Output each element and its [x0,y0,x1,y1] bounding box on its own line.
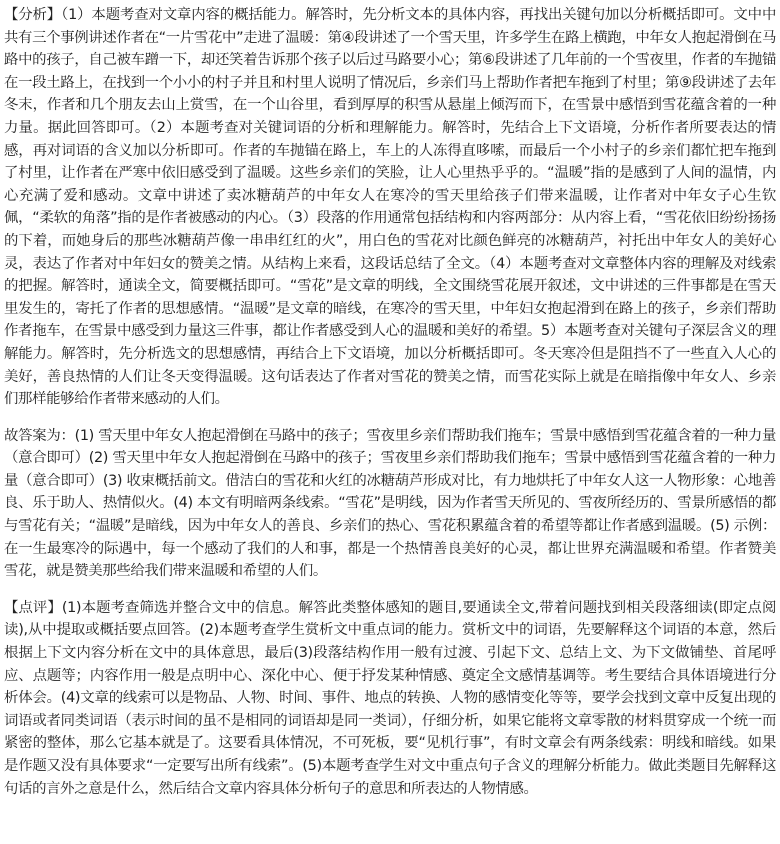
comment-paragraph: 【点评】(1)本题考查筛选并整合文中的信息。解答此类整体感知的题目,要通读全文,带着问题找到相关段落细读(即定点阅读),从中提取或概括要点回答。(2)本题考查学生赏析文中重点词的能力。赏析文中的词语，先要解释这个词语的本意，然后根据上下文内容分析在文中的具体意思，最后(3)段落结构作用一般有过渡、引起下文、总结上文、为下文做铺垫、首尾呼应、点题等；内容作用一般是点明中心、深化中心、便于抒发某种情感、奠定全文感情基调等。考生要结合具体语境进行分析体会。(4)文章的线索可以是物品、人物、时间、事件、地点的转换、人物的感情变化等等，要学会找到文章中反复出现的词语或者同类词语（表示时间的虽不是相同的词语却是同一类词），仔细分析，如果它能将文章零散的材料贯穿成一个统一而紧密的整体，那么它基本就是了。这要看具体情况，不可死板，要“见机行事”，有时文章会有两条线索：明线和暗线。如果是作题又没有具体要求“一定要写出所有线索”。(5)本题考查学生对文中重点句子含义的理解分析能力。做此类题目先解释这句话的言外之意是什么，然后结合文章内容具体分析句子的意思和所表达的人物情感。 [4,599,776,797]
answer-paragraph: 故答案为：(1) 雪天里中年女人抱起滑倒在马路中的孩子；雪夜里乡亲们帮助我们拖车；雪景中感悟到雪花蕴含着的一种力量（意合即可）(2) 雪天里中年女人抱起滑倒在马路中的孩子；雪夜里乡亲们帮助我们拖车；雪景中感悟到雪花蕴含着的一种力量（意合即可）(3) 收束概括前文。借洁白的雪花和火红的冰糖葫芦形成对比，有力地烘托了中年女人这一人物形象：心地善良、乐于助人、热情似火。(4) 本文有明暗两条线索。“雪花”是明线，因为作者雪天所见的、雪夜所经历的、雪景所感悟的都与雪花有关；“温暖”是暗线，因为中年女人的善良、乡亲们的热心、雪花积累蕴含着的希望等都让作者感到温暖。(5) 示例：在一生最寒冷的际遇中，每一个感动了我们的人和事，都是一个热情善良美好的心灵，都让世界充满温暖和希望。作者赞美雪花，就是赞美那些给我们带来温暖和希望的人们。 [4,427,776,580]
analysis-paragraph: 【分析】（1）本题考查对文章内容的概括能力。解答时，先分析文本的具体内容，再找出关键句加以分析概括即可。文中中共有三个事例讲述作者在“一片雪花中”走进了温暖：第④段讲述了一个雪天里，许多学生在路上横跑，中年女人抱起滑倒在马路中的孩子，自己被车蹭一下，却还笑着告诉那个孩子以后过马路要小心；第⑥段讲述了几年前的一个雪夜里，作者的车抛锚在一段土路上，在找到一个小小的村子并且和村里人说明了情况后，乡亲们马上帮助作者把车拖到了村里；第⑨段讲述了去年冬末，作者和几个朋友去山上赏雪，在一个山谷里，看到厚厚的积雪从悬崖上倾泻而下，在雪景中感悟到雪花蕴含着的一种力量。据此回答即可。（2）本题考查对关键词语的分析和理解能力。解答时，先结合上下文语境，分析作者所要表达的情感，再对词语的含义加以分析即可。作者的车抛锚在路上，车上的人冻得直哆嗦，而最后一个小村子的乡亲们都忙把车拖到了村里，让作者在严寒中依旧感受到了温暖。这些乡亲们的笑脸，让人心里热乎乎的。“温暖”指的是感到了人间的温情，内心充满了爱和感动。文章中讲述了卖冰糖葫芦的中年女人在寒冷的雪天里给孩子们带来温暖，让作者对中年女子心生钦佩，“柔软的角落”指的是作者被感动的内心。（3）段落的作用通常包括结构和内容两部分：从内容上看，“雪花依旧纷纷扬扬的下着，而她身后的那些冰糖葫芦像一串串红红的火”，用白色的雪花对比颜色鲜亮的冰糖葫芦，衬托出中年女人的美好心灵，表达了作者对中年妇女的赞美之情。从结构上来看，这段话总结了全文。（4）本题考查对文章整体内容的理解及对线索的把握。解答时，通读全文，简要概括即可。“雪花”是文章的明线，全文围绕雪花展开叙述，文中讲述的三件事都是在雪天里发生的，寄托了作者的思想感情。“温暖”是文章的暗线，在寒冷的雪天里，中年妇女抱起滑到在路上的孩子，乡亲们帮助作者拖车，在雪景中感受到力量这三件事，都让作者感受到人心的温暖和美好的希望。5）本题考查对关键句子深层含义的理解能力。解答时，先分析选文的思想感情，再结合上下文语境，加以分析概括即可。冬天寒冷但是阻挡不了一些直入人心的美好，善良热情的人们让冬天变得温暖。这句话表达了作者对雪花的赞美之情，而雪花实际上就是在暗指像中年女人、乡亲们那样能够给作者带来感动的人们。 [4,7,776,408]
